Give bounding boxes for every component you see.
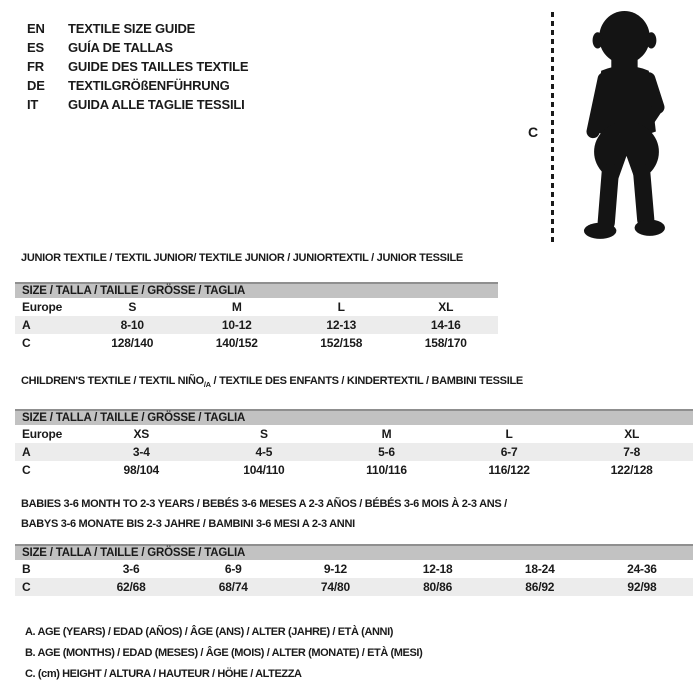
language-code: DE [27, 78, 45, 93]
row-value: M [231, 300, 242, 314]
size-header-bar: SIZE / TALLA / TAILLE / GRÖSSE / TAGLIA [15, 409, 693, 425]
language-row-es [27, 38, 248, 57]
size-header-bar: SIZE / TALLA / TAILLE / GRÖSSE / TAGLIA [15, 282, 498, 298]
row-value: 152/158 [320, 336, 363, 350]
language-title: GUIDA ALLE TAGLIE TESSILI [68, 97, 245, 112]
size-header-bar: SIZE / TALLA / TAILLE / GRÖSSE / TAGLIA [15, 544, 693, 560]
section-title-text: BABYS 3-6 MONATE BIS 2-3 JAHRE / BAMBINI 3-6 MESI A 2-3 ANNI [21, 518, 355, 530]
row-value: S [128, 300, 137, 314]
row-value: 9-12 [323, 562, 348, 576]
section-title-text: BABIES 3-6 MONTH TO 2-3 YEARS / BEBÉS 3-6 MESES A 2-3 AÑOS / BÉBÉS 3-6 MOIS À 2-3 ANS / [21, 498, 507, 510]
row-value: 10-12 [221, 318, 252, 332]
row-value: 110/116 [366, 463, 407, 478]
row-value: 12-18 [422, 562, 453, 576]
language-row-de [27, 76, 248, 95]
row-label: A [22, 318, 31, 332]
section-title-line [21, 374, 693, 392]
row-value: XS [133, 427, 150, 442]
row-value: 4-5 [255, 445, 273, 460]
section-title-text: / TEXTILE DES ENFANTS / KINDERTEXTIL / BAMBINI TESSILE [210, 375, 523, 387]
footnote-line: C. (cm) HEIGHT / ALTURA / HAUTEUR / HÖHE / ALTEZZA [25, 668, 302, 680]
height-measure-label: C [528, 124, 539, 140]
language-code: IT [27, 97, 39, 112]
row-value: L [337, 300, 345, 314]
row-value: 122/128 [610, 463, 653, 478]
row-value: 24-36 [627, 562, 657, 576]
language-title: TEXTILE SIZE GUIDE [68, 21, 196, 36]
height-measure-dashed-line [551, 12, 554, 242]
table-row [15, 334, 498, 352]
section-title [21, 494, 693, 534]
row-value: 8-10 [120, 318, 144, 332]
row-value: 92/98 [627, 580, 657, 594]
row-value: 6-7 [500, 445, 518, 460]
language-row-en [27, 19, 248, 38]
row-label: A [22, 445, 31, 460]
section-title-text: /A [203, 380, 211, 390]
table-row [15, 425, 693, 443]
language-row-it [27, 95, 248, 114]
table-row [15, 298, 498, 316]
row-label: C [22, 463, 31, 478]
row-value: 3-6 [122, 562, 140, 576]
row-label: Europe [22, 300, 63, 314]
language-title: GUÍA DE TALLAS [68, 40, 173, 55]
row-value: 7-8 [623, 445, 641, 460]
language-list [27, 19, 248, 114]
language-code: ES [27, 40, 44, 55]
language-title: GUIDE DES TAILLES TEXTILE [68, 59, 249, 74]
row-value: 80/86 [423, 580, 453, 594]
section-title [21, 374, 693, 392]
row-value: 116/122 [488, 463, 530, 478]
row-value: XL [624, 427, 640, 442]
row-value: 5-6 [378, 445, 395, 460]
row-value: 140/152 [215, 336, 258, 350]
language-code: EN [27, 21, 45, 36]
table-row [15, 560, 693, 578]
toddler-silhouette-icon [563, 8, 691, 246]
row-value: 104/110 [243, 463, 285, 478]
row-value: 3-4 [132, 445, 150, 460]
row-value: 12-13 [326, 318, 357, 332]
footnote-line: B. AGE (MONTHS) / EDAD (MESES) / ÂGE (MOIS) / ALTER (MONATE) / ETÀ (MESI) [25, 647, 423, 659]
row-value: 158/170 [424, 336, 467, 350]
row-label: C [22, 580, 31, 594]
row-value: 74/80 [320, 580, 350, 594]
row-value: M [381, 427, 392, 442]
size-section-1 [15, 251, 498, 352]
section-title-line [21, 251, 498, 265]
language-row-fr [27, 57, 248, 76]
section-title-line [21, 514, 693, 534]
row-label: B [22, 562, 31, 576]
row-label: C [22, 336, 31, 350]
table-row [15, 461, 693, 479]
language-code: FR [27, 59, 44, 74]
row-value: L [505, 427, 513, 442]
section-title [21, 251, 498, 265]
language-title: TEXTILGRÖßENFÜHRUNG [68, 78, 230, 93]
row-label: Europe [22, 427, 63, 442]
row-value: 18-24 [524, 562, 555, 576]
section-title-text: JUNIOR TEXTILE / TEXTIL JUNIOR/ TEXTILE JUNIOR / JUNIORTEXTIL / JUNIOR TESSILE [21, 252, 463, 264]
row-value: S [259, 427, 268, 442]
section-title-text: CHILDREN'S TEXTILE / TEXTIL NIÑO [21, 375, 204, 387]
size-section-3 [15, 494, 693, 596]
row-value: 86/92 [525, 580, 555, 594]
footnotes [25, 622, 422, 685]
row-value: 14-16 [430, 318, 461, 332]
footnote-line: A. AGE (YEARS) / EDAD (AÑOS) / ÂGE (ANS) / ALTER (JAHRE) / ETÀ (ANNI) [25, 626, 393, 638]
row-value: 6-9 [224, 562, 242, 576]
row-value: 68/74 [218, 580, 248, 594]
table-row [15, 443, 693, 461]
row-value: 98/104 [123, 463, 160, 478]
table-row [15, 316, 498, 334]
table-row [15, 578, 693, 596]
row-value: 62/68 [116, 580, 146, 594]
row-value: XL [438, 300, 454, 314]
row-value: 128/140 [111, 336, 154, 350]
size-section-2 [15, 374, 693, 479]
section-title-line [21, 494, 693, 514]
